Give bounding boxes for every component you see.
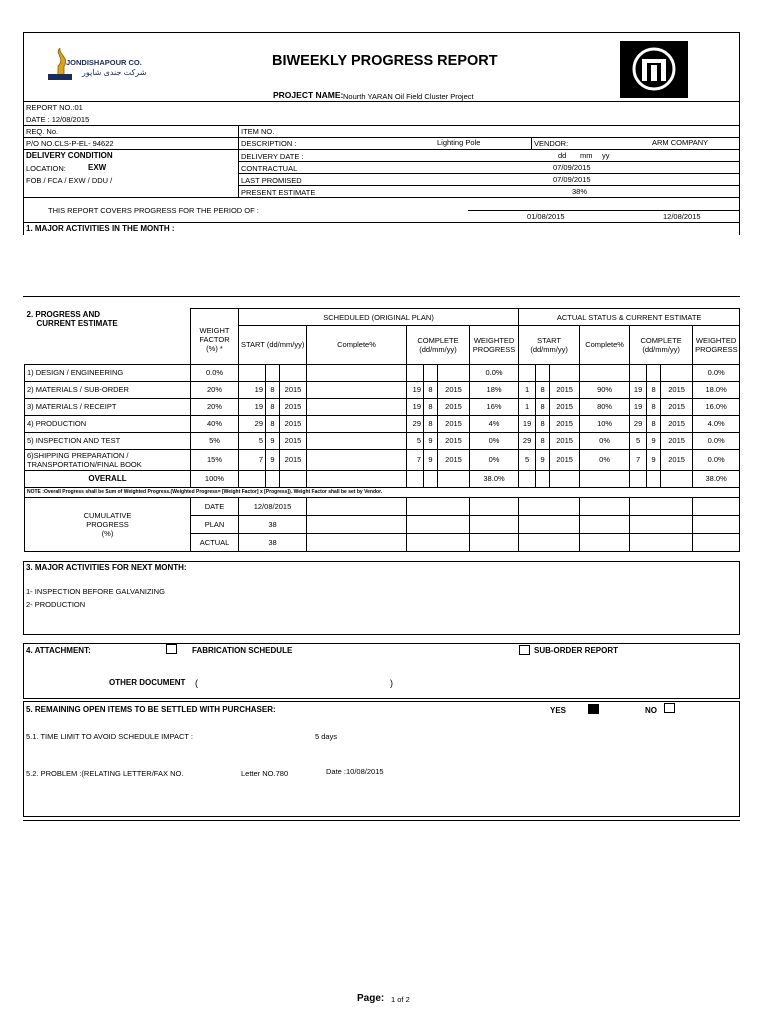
actual-complete-header-2: (dd/mm/yy) bbox=[642, 344, 680, 354]
other-open-paren: ( bbox=[195, 678, 198, 688]
section5-title: 5. REMAINING OPEN ITEMS TO BE SETTLED WITH PURCHASER: bbox=[26, 705, 276, 714]
section3-item1: 1- INSPECTION BEFORE GALVANIZING bbox=[26, 587, 165, 596]
actual-complete-header-1: COMPLETE bbox=[640, 335, 682, 345]
sched-weighted-header-2: PROGRESS bbox=[472, 344, 516, 354]
cumulative-line3: (%) bbox=[101, 528, 114, 538]
fabrication-checkbox[interactable] bbox=[166, 644, 177, 654]
period-label: THIS REPORT COVERS PROGRESS FOR THE PERIOD OF : bbox=[48, 206, 259, 215]
actual-weighted-header-1: WEIGHTED bbox=[695, 335, 737, 345]
page-number: 1 of 2 bbox=[391, 995, 410, 1004]
section2-title-line2: CURRENT ESTIMATE bbox=[36, 318, 118, 328]
section3-box bbox=[23, 561, 740, 635]
problem-label: 5.2. PROBLEM :(RELATING LETTER/FAX NO. bbox=[26, 769, 184, 778]
section2-title-line1: 2. PROGRESS AND bbox=[26, 309, 100, 319]
cum-plan-label: PLAN bbox=[191, 515, 239, 533]
time-limit-label: 5.1. TIME LIMIT TO AVOID SCHEDULE IMPACT : bbox=[26, 732, 193, 741]
no-checkbox[interactable] bbox=[664, 703, 675, 713]
mm-label: mm bbox=[580, 151, 593, 160]
suborder-label: SUB-ORDER REPORT bbox=[534, 646, 619, 655]
report-date: DATE : 12/08/2015 bbox=[26, 115, 90, 124]
sched-weighted-header-1: WEIGHTED bbox=[473, 335, 515, 345]
cumulative-line2: PROGRESS bbox=[86, 519, 129, 529]
description-label: DESCRIPTION : bbox=[241, 139, 297, 148]
vendor-label: VENDOR: bbox=[534, 139, 569, 148]
cum-actual-label: ACTUAL bbox=[191, 533, 239, 551]
period-to: 12/08/2015 bbox=[663, 212, 701, 221]
client-emblem-icon bbox=[620, 41, 688, 98]
sched-start-header: START (dd/mm/yy) bbox=[239, 326, 307, 365]
weight-factor-line2: FACTOR bbox=[199, 334, 230, 344]
yy-label: yy bbox=[602, 151, 610, 160]
present-estimate-label: PRESENT ESTIMATE bbox=[241, 188, 316, 197]
page-label: Page: bbox=[357, 993, 385, 1004]
yes-checkbox[interactable] bbox=[588, 704, 599, 714]
progress-table bbox=[24, 308, 740, 552]
actual-start-header-1: START bbox=[537, 335, 562, 345]
section3-item2: 2- PRODUCTION bbox=[26, 600, 86, 609]
section1-title: 1. MAJOR ACTIVITIES IN THE MONTH : bbox=[26, 224, 175, 233]
project-name-label: PROJECT NAME: bbox=[273, 90, 344, 100]
section3-title: 3. MAJOR ACTIVITIES FOR NEXT MONTH: bbox=[26, 563, 187, 572]
item-no: ITEM NO. bbox=[241, 127, 275, 136]
fob-label: FOB / FCA / EXW / DDU / bbox=[26, 176, 113, 185]
suborder-checkbox[interactable] bbox=[519, 645, 530, 655]
actual-weighted-header-2: PROGRESS bbox=[695, 344, 738, 354]
table-row: 6)SHIPPING PREPARATION / TRANSPORTATION/FINAL BOOK 15% 7 9 2015 7 9 2015 0% 5 9 2015 0% 7 9 2015 0.0% bbox=[25, 449, 740, 470]
weight-factor-line3: (%) * bbox=[206, 343, 223, 353]
contractual-label: CONTRACTUAL bbox=[241, 164, 298, 173]
cum-plan-value: 38 bbox=[239, 515, 307, 533]
sched-complete-header-2: (dd/mm/yy) bbox=[419, 344, 457, 354]
client-logo bbox=[620, 41, 688, 98]
description-value: Lighting Pole bbox=[437, 138, 481, 147]
company-logo-text: JONDISHAPOUR CO. bbox=[66, 58, 142, 67]
other-close-paren: ) bbox=[390, 678, 393, 688]
actual-complete-pct-header: Complete% bbox=[580, 326, 630, 365]
section4-box bbox=[23, 643, 740, 699]
problem-letter: Letter NO.780 bbox=[241, 769, 289, 778]
po-no: P/O NO.CLS-P-EL- 94622 bbox=[26, 139, 114, 148]
overall-label: OVERALL bbox=[25, 470, 191, 487]
actual-header: ACTUAL STATUS & CURRENT ESTIMATE bbox=[519, 309, 740, 326]
table-row: 2) MATERIALS / SUB-ORDER 20% 19 8 2015 19 8 2015 18% 1 8 2015 90% 19 8 2015 18.0% bbox=[25, 381, 740, 398]
section4-title: 4. ATTACHMENT: bbox=[26, 646, 91, 655]
overall-row: OVERALL 100% 38.0% 38.0% bbox=[25, 470, 740, 487]
project-name-value: Nourth YARAN Oil Field Cluster Project bbox=[343, 92, 474, 101]
table-row: 4) PRODUCTION 40% 29 8 2015 29 8 2015 4% 19 8 2015 10% 29 8 2015 4.0% bbox=[25, 415, 740, 432]
company-logo bbox=[44, 44, 154, 82]
report-title: BIWEEKLY PROGRESS REPORT bbox=[272, 53, 498, 69]
no-label: NO bbox=[645, 706, 657, 715]
fabrication-label: FABRICATION SCHEDULE bbox=[192, 646, 293, 655]
req-no: REQ. No. bbox=[26, 127, 59, 136]
last-promised-label: LAST PROMISED bbox=[241, 176, 302, 185]
location-value: EXW bbox=[88, 163, 107, 172]
dd-label: dd bbox=[558, 151, 567, 160]
sched-complete-pct-header: Complete% bbox=[307, 326, 407, 365]
actual-start-header-2: (dd/mm/yy) bbox=[530, 344, 568, 354]
company-logo-arabic: شرکت جندی شاپور bbox=[82, 68, 147, 77]
location-label: LOCATION: bbox=[26, 164, 66, 173]
time-limit-value: 5 days bbox=[315, 732, 338, 741]
cum-date-value: 12/08/2015 bbox=[239, 497, 307, 515]
other-document-label: OTHER DOCUMENT bbox=[109, 678, 186, 687]
table-row: 3) MATERIALS / RECEIPT 20% 19 8 2015 19 8 2015 16% 1 8 2015 80% 19 8 2015 16.0% bbox=[25, 398, 740, 415]
contractual-value: 07/09/2015 bbox=[553, 163, 591, 172]
scheduled-header: SCHEDULED (ORIGINAL PLAN) bbox=[239, 309, 519, 326]
table-row: 1) DESIGN / ENGINEERING 0.0% 0.0% 0.0% bbox=[25, 364, 740, 381]
present-estimate-value: 38% bbox=[572, 187, 588, 196]
delivery-condition: DELIVERY CONDITION bbox=[26, 151, 113, 160]
cum-date-label: DATE bbox=[191, 497, 239, 515]
cum-actual-value: 38 bbox=[239, 533, 307, 551]
vendor-value: ARM COMPANY bbox=[652, 138, 709, 147]
sched-complete-header-1: COMPLETE bbox=[417, 335, 459, 345]
weight-factor-line1: WEIGHT bbox=[199, 325, 230, 335]
yes-label: YES bbox=[550, 706, 567, 715]
period-from: 01/08/2015 bbox=[527, 212, 565, 221]
last-promised-value: 07/09/2015 bbox=[553, 175, 591, 184]
problem-date: Date :10/08/2015 bbox=[326, 767, 384, 776]
delivery-date-label: DELIVERY DATE : bbox=[241, 152, 304, 161]
table-note: NOTE :Overall Progress shall be Sum of Weighted Progress.(Weighted Progress= [Weight Factor] x [Progress]). Weight Factor shall be set by Vendor. bbox=[25, 487, 740, 497]
table-row: 5) INSPECTION AND TEST 5% 5 9 2015 5 9 2015 0% 29 8 2015 0% 5 9 2015 0.0% bbox=[25, 432, 740, 449]
report-no: REPORT NO.:01 bbox=[26, 103, 83, 112]
section5-box bbox=[23, 701, 740, 817]
cumulative-line1: CUMULATIVE bbox=[83, 510, 132, 520]
